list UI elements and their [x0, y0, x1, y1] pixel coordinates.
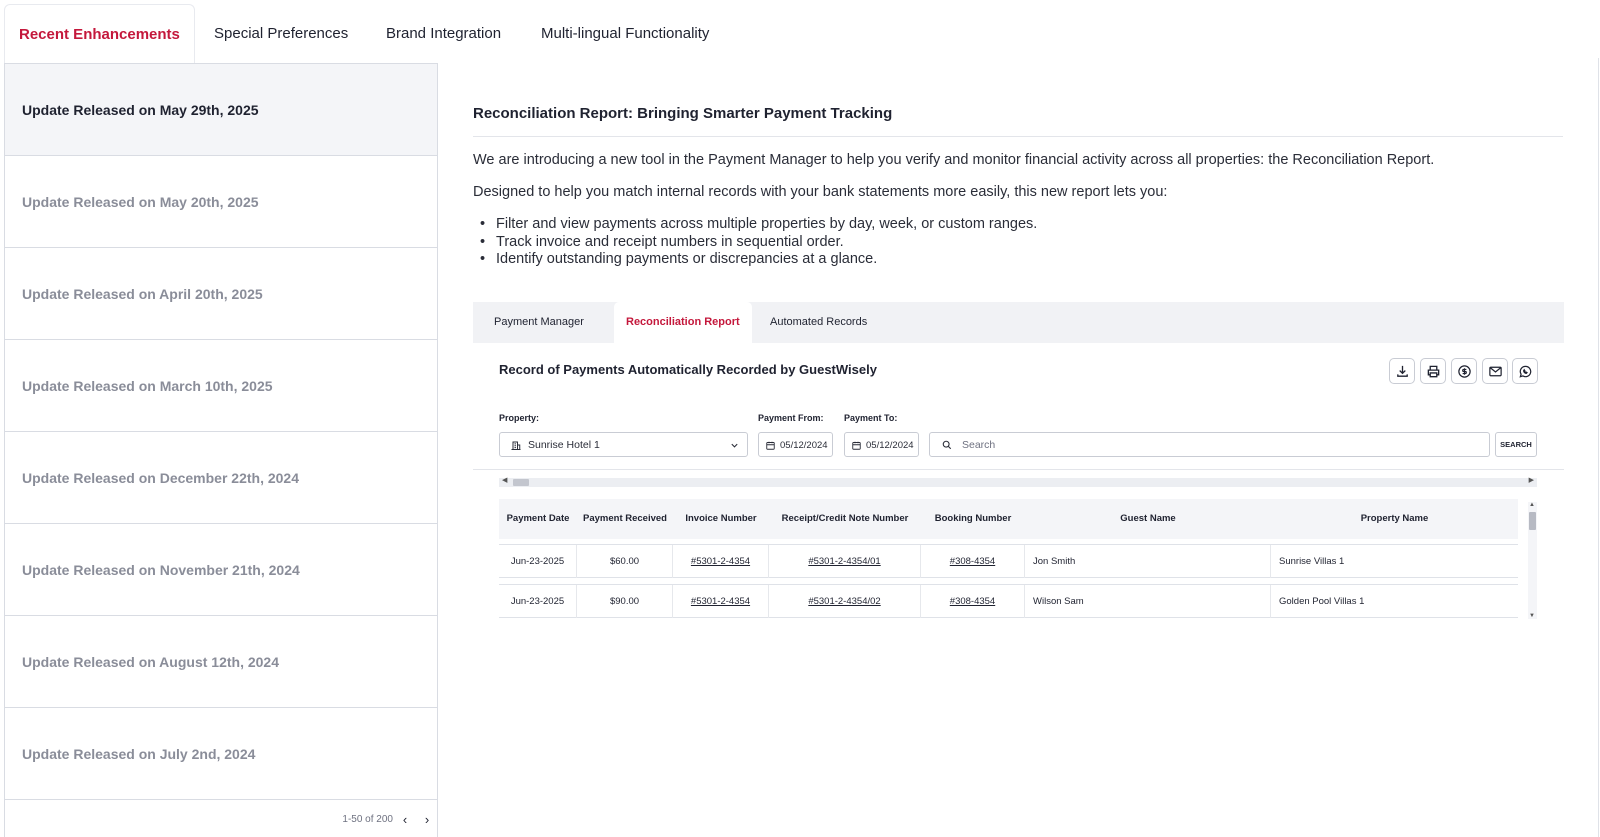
scroll-left-arrow-icon[interactable]: ◀ — [502, 477, 508, 484]
column-header: Booking Number — [934, 513, 1012, 524]
print-icon[interactable] — [1420, 358, 1446, 384]
sidebar-item-update[interactable] — [5, 248, 437, 340]
tab-brand-integration[interactable]: Brand Integration — [386, 25, 502, 42]
payment-from-label: Payment From: — [758, 413, 824, 423]
chevron-down-icon — [730, 441, 739, 450]
scrollbar-thumb[interactable] — [1529, 512, 1536, 530]
feature-list — [480, 216, 1037, 269]
sidebar-item-update[interactable] — [5, 524, 437, 616]
tab-special-preferences[interactable]: Special Preferences — [214, 25, 349, 42]
title-divider — [473, 136, 1563, 137]
payment-to-value: 05/12/2024 — [866, 440, 914, 451]
sidebar-item-update[interactable] — [5, 156, 437, 248]
tab-recent-enhancements[interactable]: Recent Enhancements — [4, 4, 195, 64]
payment-received-cell: $60.00 — [577, 545, 673, 578]
mail-icon[interactable] — [1482, 358, 1508, 384]
sidebar-item-label: Update Released on May 20th, 2025 — [22, 193, 259, 210]
chevron-right-icon[interactable]: › — [424, 812, 430, 827]
update-list-sidebar — [4, 63, 438, 837]
column-header: Property Name — [1360, 513, 1429, 524]
page-edge-divider — [1598, 58, 1599, 837]
booking-number-link[interactable]: #308-4354 — [921, 545, 1025, 578]
list-item: • Filter and view payments across multiple properties by day, week, or custom ranges. — [480, 216, 1037, 234]
sidebar-item-label: Update Released on July 2nd, 2024 — [22, 745, 256, 762]
booking-number-link[interactable]: #308-4354 — [921, 585, 1025, 618]
chat-icon[interactable] — [1512, 358, 1538, 384]
payment-date-cell: Jun-23-2025 — [499, 545, 577, 578]
sidebar-item-update[interactable] — [5, 64, 437, 156]
receipt-number-link[interactable]: #5301-2-4354/02 — [769, 585, 921, 618]
tab-automated-records[interactable]: Automated Records — [770, 316, 868, 328]
list-item: • Track invoice and receipt numbers in sequential order. — [480, 234, 1037, 252]
sidebar-pager — [5, 804, 437, 837]
scrollbar-thumb[interactable] — [513, 479, 529, 486]
table-row[interactable] — [499, 544, 1518, 578]
preview-tab-bar — [473, 302, 1564, 343]
tab-payment-manager[interactable]: Payment Manager — [494, 316, 584, 328]
guest-name-cell: Jon Smith — [1025, 545, 1271, 578]
intro-paragraph: We are introducing a new tool in the Payment Manager to help you verify and monitor financial activity across all properties: the Reconciliation Report. — [473, 152, 1435, 168]
dollar-icon[interactable] — [1451, 358, 1477, 384]
preview-heading: Record of Payments Automatically Recorded by GuestWisely — [499, 362, 877, 377]
search-placeholder: Search — [962, 439, 996, 451]
property-select-value: Sunrise Hotel 1 — [528, 439, 600, 451]
payment-date-cell: Jun-23-2025 — [499, 585, 577, 618]
receipt-number-link[interactable]: #5301-2-4354/01 — [769, 545, 921, 578]
scroll-up-arrow-icon[interactable]: ▲ — [1529, 502, 1535, 508]
scroll-down-arrow-icon[interactable]: ▼ — [1529, 613, 1535, 619]
sidebar-item-label: Update Released on March 10th, 2025 — [22, 377, 273, 394]
payment-from-value: 05/12/2024 — [780, 440, 828, 451]
column-header: Payment Date — [506, 513, 570, 524]
search-button[interactable]: SEARCH — [1495, 432, 1537, 457]
table-header-row — [499, 499, 1518, 539]
column-header: Guest Name — [1120, 513, 1176, 524]
sidebar-item-label: Update Released on August 12th, 2024 — [22, 653, 279, 670]
payment-received-cell: $90.00 — [577, 585, 673, 618]
tab-reconciliation-report[interactable]: Reconciliation Report — [614, 302, 752, 343]
tab-multi-lingual-functionality[interactable]: Multi-lingual Functionality — [541, 25, 710, 42]
calendar-icon — [766, 441, 775, 450]
lead-paragraph: Designed to help you match internal records with your bank statements more easily, this new report lets you: — [473, 184, 1168, 200]
download-icon[interactable] — [1389, 358, 1415, 384]
search-input[interactable] — [929, 432, 1490, 457]
table-vertical-scrollbar[interactable] — [1528, 502, 1537, 619]
property-label: Property: — [499, 413, 540, 423]
property-select[interactable] — [499, 432, 748, 457]
sidebar-item-update[interactable] — [5, 616, 437, 708]
property-name-cell: Sunrise Villas 1 — [1279, 556, 1345, 567]
search-icon — [942, 440, 952, 450]
scroll-right-arrow-icon[interactable]: ▶ — [1528, 477, 1534, 484]
table-row[interactable] — [499, 584, 1518, 618]
guest-name-cell: Wilson Sam — [1025, 585, 1271, 618]
column-header: Invoice Number — [685, 513, 757, 524]
page-title: Reconciliation Report: Bringing Smarter Payment Tracking — [473, 105, 893, 122]
sidebar-item-update[interactable] — [5, 340, 437, 432]
filter-divider — [473, 469, 1564, 470]
sidebar-item-update[interactable] — [5, 708, 437, 800]
table-horizontal-scrollbar[interactable] — [499, 478, 1537, 487]
column-header: Payment Received — [583, 513, 667, 524]
list-item: • Identify outstanding payments or discrepancies at a glance. — [480, 251, 1037, 269]
property-name-cell: Golden Pool Villas 1 — [1279, 596, 1365, 607]
invoice-number-link[interactable]: #5301-2-4354 — [673, 585, 769, 618]
invoice-number-link[interactable]: #5301-2-4354 — [673, 545, 769, 578]
payment-to-label: Payment To: — [844, 413, 898, 423]
sidebar-item-label: Update Released on December 22th, 2024 — [22, 469, 300, 486]
column-header: Receipt/Credit Note Number — [781, 513, 909, 524]
chevron-left-icon[interactable]: ‹ — [402, 812, 408, 827]
sidebar-item-update[interactable] — [5, 432, 437, 524]
calendar-icon — [852, 441, 861, 450]
payment-to-date-field[interactable] — [844, 432, 919, 457]
building-icon — [510, 439, 522, 451]
pager-range-text: 1-50 of 200 — [342, 814, 393, 825]
sidebar-item-label: Update Released on April 20th, 2025 — [22, 285, 263, 302]
payment-from-date-field[interactable] — [758, 432, 833, 457]
top-tab-bar — [0, 0, 1600, 64]
sidebar-item-label: Update Released on November 21th, 2024 — [22, 561, 300, 578]
sidebar-item-label: Update Released on May 29th, 2025 — [22, 101, 259, 118]
